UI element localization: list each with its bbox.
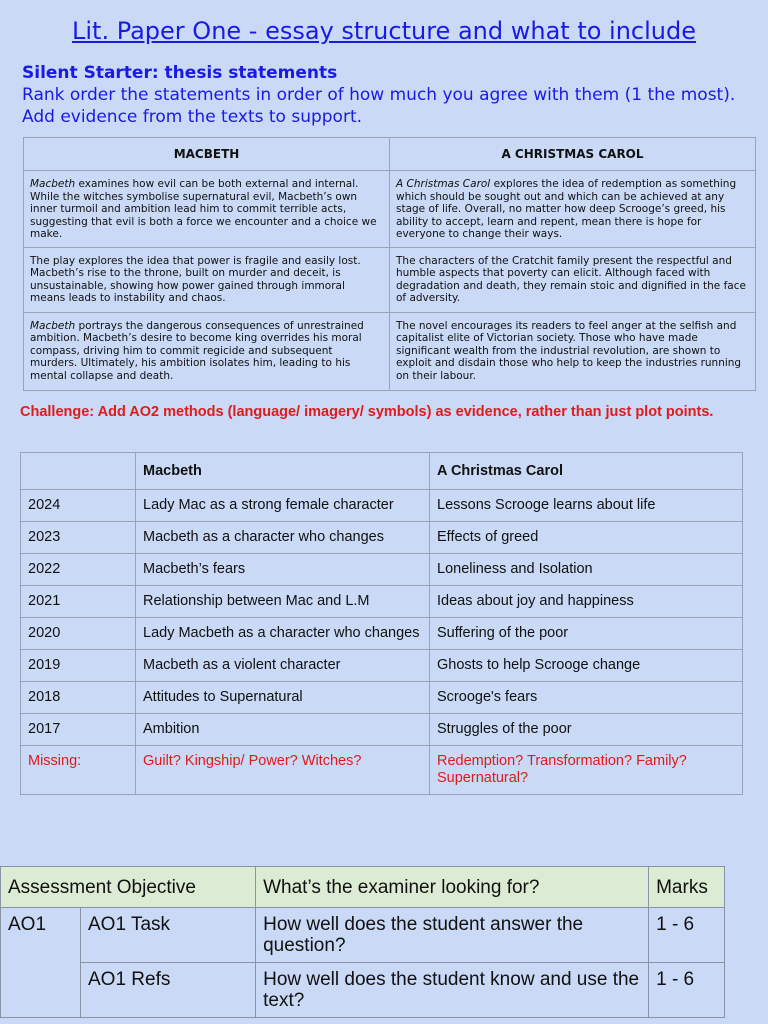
missing-label: Missing:	[21, 746, 136, 795]
table-row	[21, 554, 743, 586]
year-cell: 2024	[21, 490, 136, 522]
carol-topic: Scrooge's fears	[430, 682, 743, 714]
starter-instructions: Rank order the statements in order of how much you agree with them (1 the most). Add evidence from the texts to support.	[22, 85, 736, 127]
table-row	[21, 682, 743, 714]
carol-topic: Ghosts to help Scrooge change	[430, 650, 743, 682]
macbeth-topic: Lady Macbeth as a character who changes	[136, 618, 430, 650]
macbeth-statement-2: The play explores the idea that power is fragile and easily lost. Macbeth’s rise to the throne, built on murder and deceit, is unsustainable, showing how power gained through immoral means leads to instability and chaos.	[24, 247, 390, 312]
table-row	[21, 522, 743, 554]
table-row	[21, 490, 743, 522]
past-questions-table	[20, 452, 743, 795]
year-cell: 2020	[21, 618, 136, 650]
carol-topic: Lessons Scrooge learns about life	[430, 490, 743, 522]
table-row	[24, 171, 756, 248]
year-cell: 2019	[21, 650, 136, 682]
year-cell: 2018	[21, 682, 136, 714]
column-header-macbeth: Macbeth	[136, 453, 430, 490]
missing-macbeth: Guilt? Kingship/ Power? Witches?	[136, 746, 430, 795]
year-cell: 2017	[21, 714, 136, 746]
macbeth-statement-1	[24, 171, 390, 248]
macbeth-topic: Lady Mac as a strong female character	[136, 490, 430, 522]
starter-heading: Silent Starter: thesis statements	[22, 63, 338, 83]
table-row	[24, 247, 756, 312]
column-header-christmas-carol: A CHRISTMAS CAROL	[390, 138, 756, 171]
year-cell: 2021	[21, 586, 136, 618]
ao-question: How well does the student know and use the text?	[256, 963, 649, 1018]
column-header-macbeth: MACBETH	[24, 138, 390, 171]
ao-sub-label: AO1 Refs	[81, 963, 256, 1018]
statement-text: portrays the dangerous consequences of unrestrained ambition. Macbeth’s desire to become king overrides his moral compass, driving him to commit regicide and subsequent murders. Ultimately, his ambition isolates him, leading to his mental collapse and death.	[30, 319, 364, 382]
table-row	[24, 312, 756, 390]
ao-question: How well does the student answer the question?	[256, 908, 649, 963]
challenge-text: Challenge: Add AO2 methods (language/ imagery/ symbols) as evidence, rather than just plot points.	[20, 404, 714, 420]
carol-topic: Suffering of the poor	[430, 618, 743, 650]
carol-topic: Effects of greed	[430, 522, 743, 554]
thesis-statements-table	[23, 137, 756, 391]
macbeth-topic: Ambition	[136, 714, 430, 746]
carol-statement-2: The characters of the Cratchit family present the respectful and humble aspects that poverty can elicit. Although faced with degradation and death, they remain stoic and dignified in the face of adversity.	[390, 247, 756, 312]
carol-statement-3: The novel encourages its readers to feel anger at the selfish and capitalist elite of Victorian society. Those who have made significant wealth from the industrial revolution, are shown to exploit and disdain those who help to keep the industries running on their labour.	[390, 312, 756, 390]
ao-label: AO1	[1, 908, 81, 1018]
statement-text: explores the idea of redemption as something which should be sought out and which can be achieved at any stage of life. Overall, no matter how deep Scrooge’s greed, his ability to accept, learn and repent, mean there is hope for everyone to change their ways.	[396, 178, 737, 240]
table-header-row	[24, 138, 756, 171]
year-cell: 2022	[21, 554, 136, 586]
carol-topic: Loneliness and Isolation	[430, 554, 743, 586]
macbeth-topic: Macbeth as a character who changes	[136, 522, 430, 554]
carol-statement-1	[390, 171, 756, 248]
macbeth-topic: Macbeth as a violent character	[136, 650, 430, 682]
column-header-examiner: What’s the examiner looking for?	[256, 867, 649, 908]
carol-topic: Ideas about joy and happiness	[430, 586, 743, 618]
ao-sub-label: AO1 Task	[81, 908, 256, 963]
table-header-row	[1, 867, 725, 908]
macbeth-topic: Attitudes to Supernatural	[136, 682, 430, 714]
carol-topic: Struggles of the poor	[430, 714, 743, 746]
table-header-row	[21, 453, 743, 490]
macbeth-topic: Macbeth’s fears	[136, 554, 430, 586]
table-row	[1, 963, 725, 1018]
macbeth-title: Macbeth	[30, 178, 76, 190]
column-header-year	[21, 453, 136, 490]
table-row	[1, 908, 725, 963]
column-header-objective: Assessment Objective	[1, 867, 256, 908]
statement-text: examines how evil can be both external and internal. While the witches symbolise supernatural evil, Macbeth’s own inner turmoil and ambition lead him to commit terrible acts, suggesting that evil is both a force we encounter and a choice we make.	[30, 178, 377, 240]
column-header-christmas-carol: A Christmas Carol	[430, 453, 743, 490]
assessment-objectives-table	[0, 866, 725, 1018]
table-row	[21, 618, 743, 650]
page-title[interactable]: Lit. Paper One - essay structure and what to include	[72, 17, 696, 45]
ao-marks: 1 - 6	[649, 908, 725, 963]
year-cell: 2023	[21, 522, 136, 554]
table-row	[21, 586, 743, 618]
table-row	[21, 714, 743, 746]
missing-carol: Redemption? Transformation? Family? Supernatural?	[430, 746, 743, 795]
macbeth-title: Macbeth	[30, 319, 76, 332]
table-row	[21, 650, 743, 682]
macbeth-topic: Relationship between Mac and L.M	[136, 586, 430, 618]
column-header-marks: Marks	[649, 867, 725, 908]
ao-marks: 1 - 6	[649, 963, 725, 1018]
carol-title: A Christmas Carol	[396, 178, 491, 190]
macbeth-statement-3	[24, 312, 390, 390]
missing-row	[21, 746, 743, 795]
